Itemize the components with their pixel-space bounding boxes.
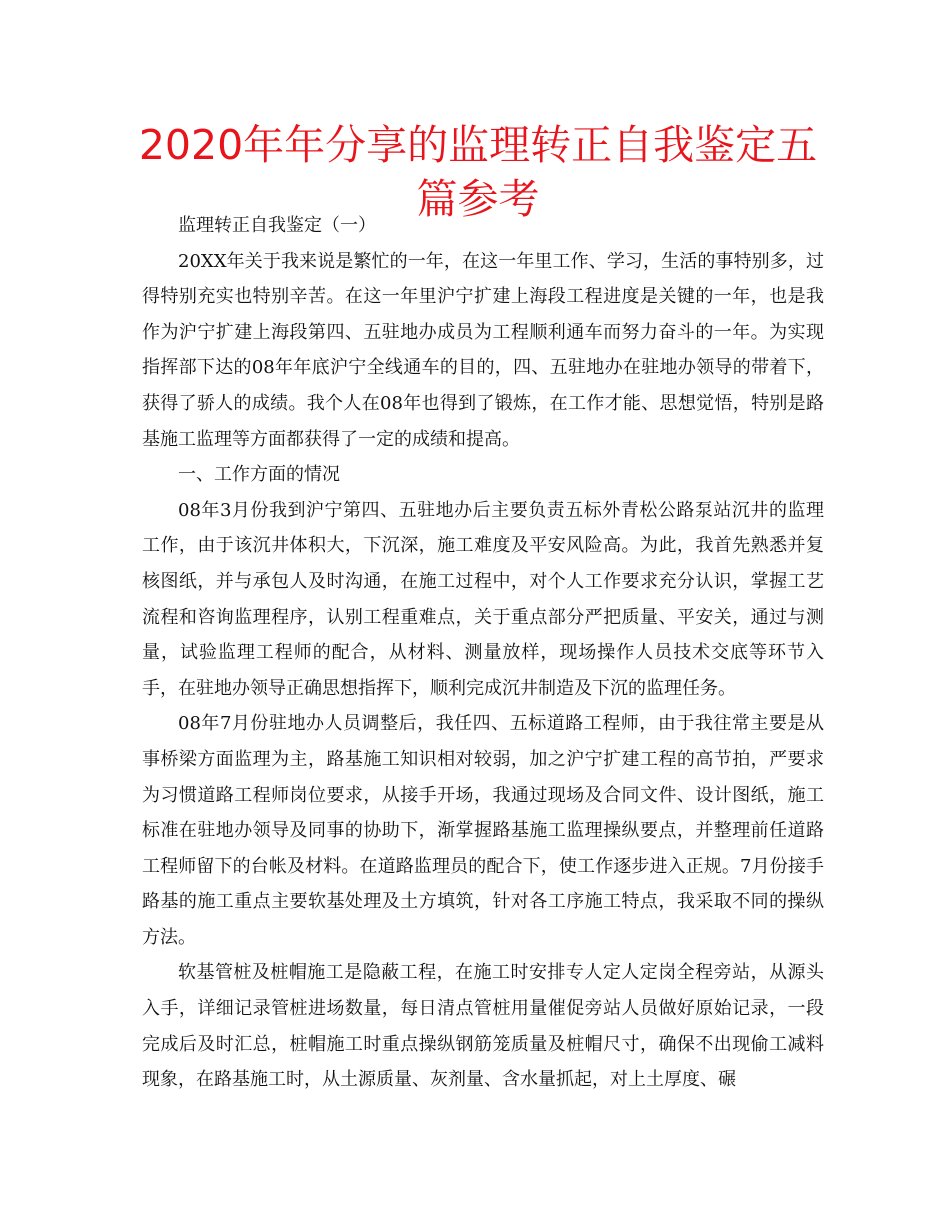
section-heading: 监理转正自我鉴定（一） bbox=[178, 215, 376, 236]
document-body bbox=[142, 208, 824, 1098]
paragraph: 20XX年关于我来说是繁忙的一年，在这一年里工作、学习，生活的事特别多，过得特别充实也特别辛苦。在这一年里沪宁扩建上海段工程进度是关键的一年，也是我作为沪宁扩建上海段第四、五驻地办成员为工程顺利通车而努力奋斗的一年。为实现指挥部下达的08年年底沪宁全线通车的目的，四、五驻地办在驻地办领导的带着下，获得了骄人的成绩。我个人在08年也得到了锻炼，在工作才能、思想觉悟，特别是路基施工监理等方面都获得了一定的成绩和提高。 bbox=[142, 250, 824, 450]
document-title: 2020年年分享的监理转正自我鉴定五篇参考 bbox=[138, 121, 818, 223]
paragraph: 08年3月份我到沪宁第四、五驻地办后主要负责五标外青松公路泵站沉井的监理工作，由于该沉井体积大，下沉深，施工难度及平安风险高。为此，我首先熟悉并复核图纸，并与承包人及时沟通，在施工过程中，对个人工作要求充分认识，掌握工艺流程和咨询监理程序，认别工程重难点，关于重点部分严把质量、平安关，通过与测量，试验监理工程师的配合，从材料、测量放样，现场操作人员技术交底等环节入手，在驻地办领导正确思想指挥下，顺利完成沉井制造及下沉的监理任务。 bbox=[142, 499, 824, 699]
paragraph: 软基管桩及桩帽施工是隐蔽工程，在施工时安排专人定人定岗全程旁站，从源头入手，详细记录管桩进场数量，每日清点管桩用量催促旁站人员做好原始记录，一段完成后及时汇总，桩帽施工时重点操纵钢筋笼质量及桩帽尺寸，确保不出现偷工减料现象，在路基施工时，从土源质量、灰剂量、含水量抓起，对上土厚度、碾 bbox=[142, 962, 824, 1091]
subsection-heading: 一、工作方面的情况 bbox=[178, 464, 340, 486]
paragraph: 08年7月份驻地办人员调整后，我任四、五标道路工程师，由于我往常主要是从事桥梁方面监理为主，路基施工知识相对较弱，加之沪宁扩建工程的高节拍，严要求为习惯道路工程师岗位要求，从接手开场，我通过现场及合同文件、设计图纸，施工标准在驻地办领导及同事的协助下，渐掌握路基施工监理操纵要点，并整理前任道路工程师留下的台帐及材料。在道路监理员的配合下，使工作逐步进入正规。7月份接手路基的施工重点主要软基处理及土方填筑，针对各工序施工特点，我采取不同的操纵方法。 bbox=[142, 713, 824, 948]
